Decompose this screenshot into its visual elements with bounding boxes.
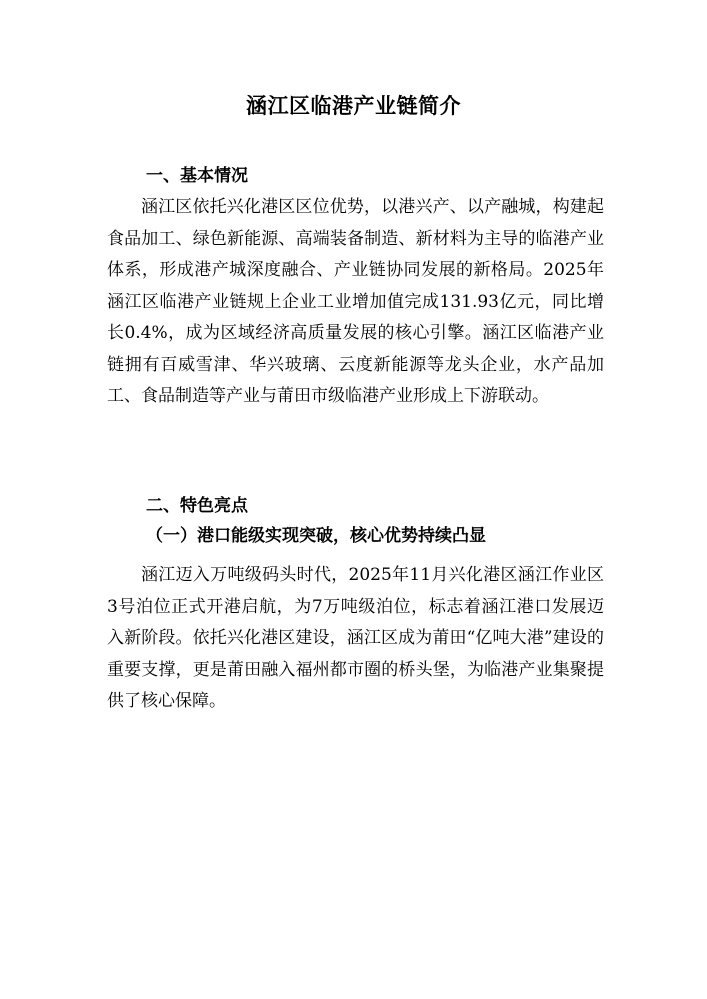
subsection-paragraph-port: 涵江迈入万吨级码头时代，2025年11月兴化港区涵江作业区3号泊位正式开港启航，为7万吨级泊位，标志着涵江港口发展迈入新阶段。依托兴化港区建设，涵江区成为莆田“亿吨大港”建设的重要支撑，更是莆田融入福州都市圈的桥头堡，为临港产业集聚提供了核心保障。 — [107, 565, 604, 711]
document-title: 涵江区临港产业链简介 — [246, 93, 461, 118]
subsection-heading-port: （一）港口能级实现突破，核心优势持续凸显 — [146, 526, 486, 546]
section-paragraph-basic-info: 涵江区依托兴化港区区位优势，以港兴产、以产融城，构建起食品加工、绿色新能源、高端装备制造、新材料为主导的临港产业体系，形成港产城深度融合、产业链协同发展的新格局。2025年涵江区临港产业链规上企业工业增加值完成131.93亿元，同比增长0.4%，成为区域经济高质量发展的核心引擎。涵江区临港产业链拥有百威雪津、华兴玻璃、云度新能源等龙头企业，水产品加工、食品制造等产业与莆田市级临港产业形成上下游联动。 — [107, 197, 604, 406]
section-heading-basic-info: 一、基本情况 — [146, 166, 248, 186]
section-heading-highlights: 二、特色亮点 — [146, 496, 248, 516]
